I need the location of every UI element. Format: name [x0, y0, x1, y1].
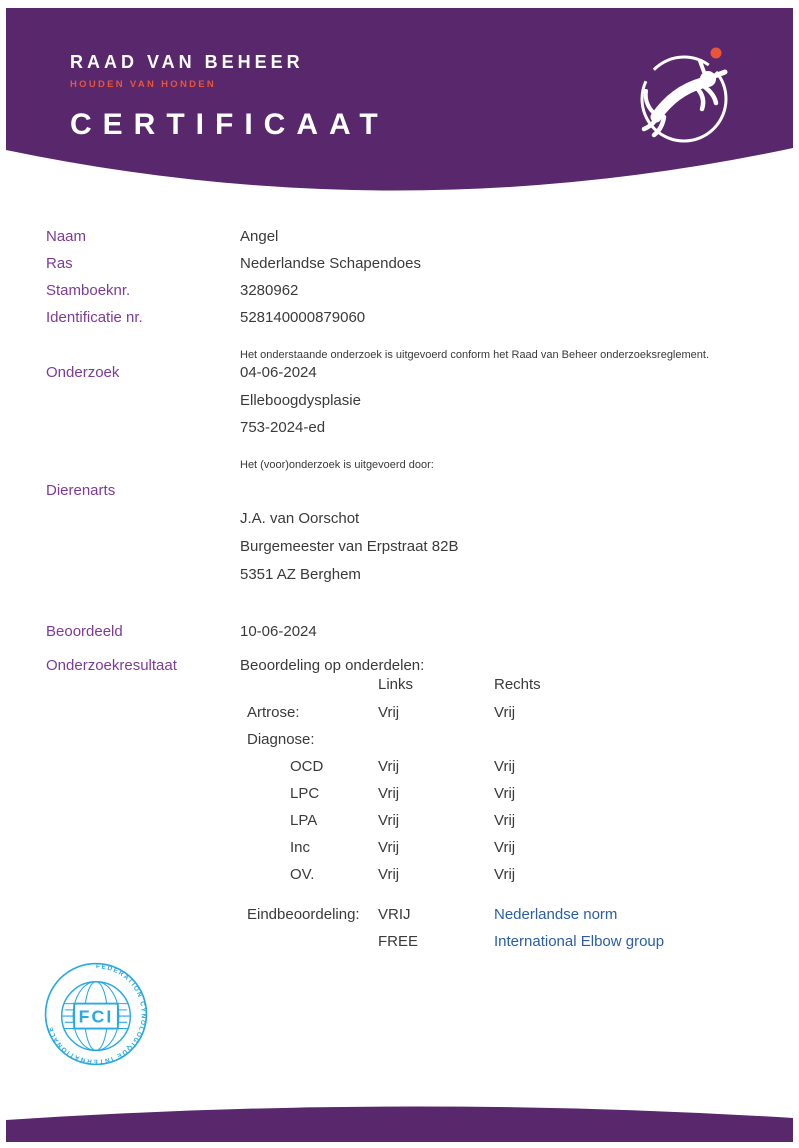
beoordeeld-date: 10-06-2024: [240, 623, 317, 640]
diagnose-ocd-rechts: Vrij: [494, 758, 516, 775]
field-identificatie-value: 528140000879060: [240, 309, 366, 326]
diagnose-inc-links: Vrij: [378, 839, 400, 856]
eindbeoordeling-free: FREE: [378, 933, 419, 950]
eindbeoordeling-norm-int: International Elbow group: [494, 933, 665, 950]
diagnose-lpc-rechts: Vrij: [494, 785, 516, 802]
diagnose-ov-rechts: Vrij: [494, 866, 516, 883]
column-header-links: Links: [378, 676, 414, 693]
field-naam-label: Naam: [46, 228, 87, 245]
diagnose-lpc-label: LPC: [290, 785, 320, 802]
results-heading: Beoordeling op onderdelen:: [240, 657, 425, 674]
diagnose-lpa-rechts: Vrij: [494, 812, 516, 829]
field-stamboeknr-value: 3280962: [240, 282, 299, 299]
onderzoek-type: Elleboogdysplasie: [240, 392, 361, 409]
artrose-rechts: Vrij: [494, 704, 516, 721]
diagnose-label: Diagnose:: [247, 731, 315, 748]
results-label: Onderzoekresultaat: [46, 657, 177, 674]
eindbeoordeling-vrij: VRIJ: [378, 906, 411, 923]
dierenarts-label: Dierenarts: [46, 482, 116, 499]
eindbeoordeling-label: Eindbeoordeling:: [247, 906, 360, 923]
footer-band: [6, 1090, 793, 1142]
fci-logo: [44, 962, 148, 1066]
dierenarts-city: 5351 AZ Berghem: [240, 566, 361, 583]
field-ras-label: Ras: [46, 255, 73, 272]
diagnose-inc-label: Inc: [290, 839, 311, 856]
brand-name: RAAD VAN BEHEER: [70, 52, 304, 72]
field-identificatie-label: Identificatie nr.: [46, 309, 143, 326]
dierenarts-note: Het (voor)onderzoek is uitgevoerd door:: [240, 459, 434, 471]
fci-ring-text: FEDERATION CYNOLOGIQUE INTERNATIONALE: [46, 963, 147, 1065]
diagnose-lpc-links: Vrij: [378, 785, 400, 802]
beoordeeld-label: Beoordeeld: [46, 623, 123, 640]
onderzoek-dossier: 753-2024-ed: [240, 419, 326, 436]
artrose-links: Vrij: [378, 704, 400, 721]
diagnose-ov-links: Vrij: [378, 866, 400, 883]
dog-logo-icon: [622, 40, 744, 152]
diagnose-inc-rechts: Vrij: [494, 839, 516, 856]
onderzoek-date: 04-06-2024: [240, 364, 317, 381]
diagnose-ocd-label: OCD: [290, 758, 324, 775]
diagnose-lpa-links: Vrij: [378, 812, 400, 829]
fci-abbr: FCI: [78, 1006, 114, 1027]
dierenarts-name: J.A. van Oorschot: [240, 510, 360, 527]
dierenarts-street: Burgemeester van Erpstraat 82B: [240, 538, 459, 555]
onderzoek-label: Onderzoek: [46, 364, 120, 381]
artrose-label: Artrose:: [247, 704, 300, 721]
onderzoek-note: Het onderstaande onderzoek is uitgevoerd conform het Raad van Beheer onderzoeksreglement.: [240, 349, 710, 361]
field-naam-value: Angel: [240, 228, 279, 245]
page-title: CERTIFICAAT: [70, 108, 389, 141]
field-stamboeknr-label: Stamboeknr.: [46, 282, 131, 299]
diagnose-ov-label: OV.: [290, 866, 315, 883]
diagnose-lpa-label: LPA: [290, 812, 318, 829]
eindbeoordeling-norm-nl: Nederlandse norm: [494, 906, 618, 923]
brand-tagline: HOUDEN VAN HONDEN: [70, 79, 217, 90]
diagnose-ocd-links: Vrij: [378, 758, 400, 775]
column-header-rechts: Rechts: [494, 676, 541, 693]
dog-silhouette: [644, 61, 725, 135]
logo-orange-dot: [711, 48, 722, 59]
field-ras-value: Nederlandse Schapendoes: [240, 255, 421, 272]
